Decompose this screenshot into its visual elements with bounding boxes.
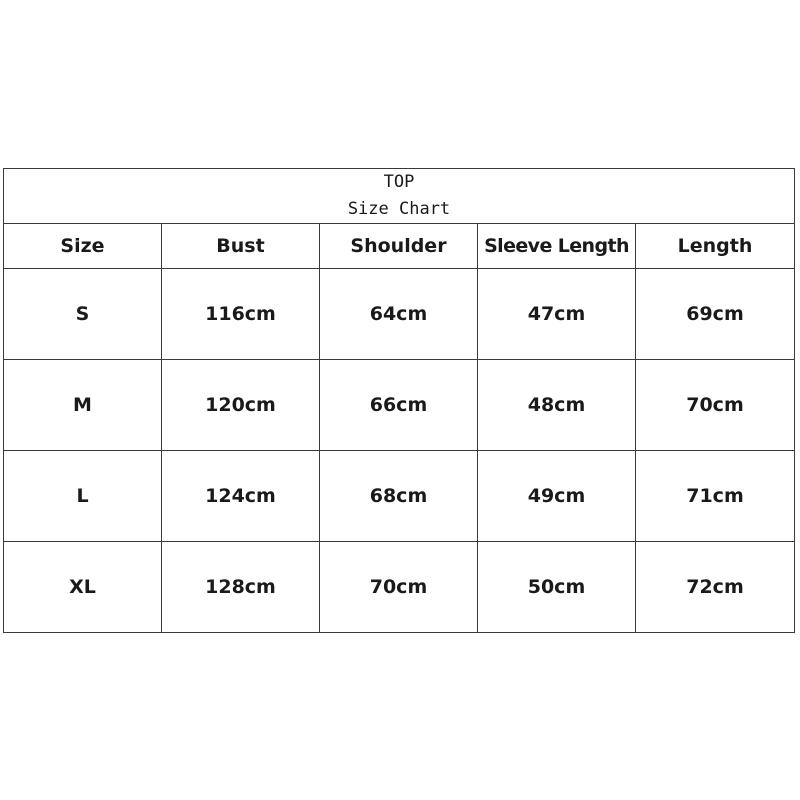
cell-shoulder: 64cm [320,269,478,360]
table-title-cell [4,169,795,224]
cell-sleeve-length: 47cm [478,269,636,360]
table-row-xl [4,542,795,633]
header-shoulder: Shoulder [320,224,478,269]
cell-bust: 128cm [162,542,320,633]
cell-bust: 116cm [162,269,320,360]
table-subtitle: Size Chart [347,199,451,219]
cell-sleeve-length: 48cm [478,360,636,451]
size-chart-table [3,168,795,633]
cell-shoulder: 70cm [320,542,478,633]
cell-size: S [4,269,162,360]
table-row-l [4,451,795,542]
cell-sleeve-length: 49cm [478,451,636,542]
table-row-s [4,269,795,360]
cell-sleeve-length: 50cm [478,542,636,633]
cell-length: 71cm [636,451,795,542]
header-sleeve-length: Sleeve Length [478,224,636,269]
title-row [4,169,795,224]
header-length: Length [636,224,795,269]
cell-shoulder: 66cm [320,360,478,451]
table-row-m [4,360,795,451]
cell-length: 70cm [636,360,795,451]
table-title: TOP [383,172,415,192]
cell-bust: 120cm [162,360,320,451]
cell-length: 72cm [636,542,795,633]
cell-shoulder: 68cm [320,451,478,542]
cell-bust: 124cm [162,451,320,542]
cell-length: 69cm [636,269,795,360]
cell-size: M [4,360,162,451]
header-size: Size [4,224,162,269]
header-row [4,224,795,269]
header-bust: Bust [162,224,320,269]
cell-size: XL [4,542,162,633]
cell-size: L [4,451,162,542]
